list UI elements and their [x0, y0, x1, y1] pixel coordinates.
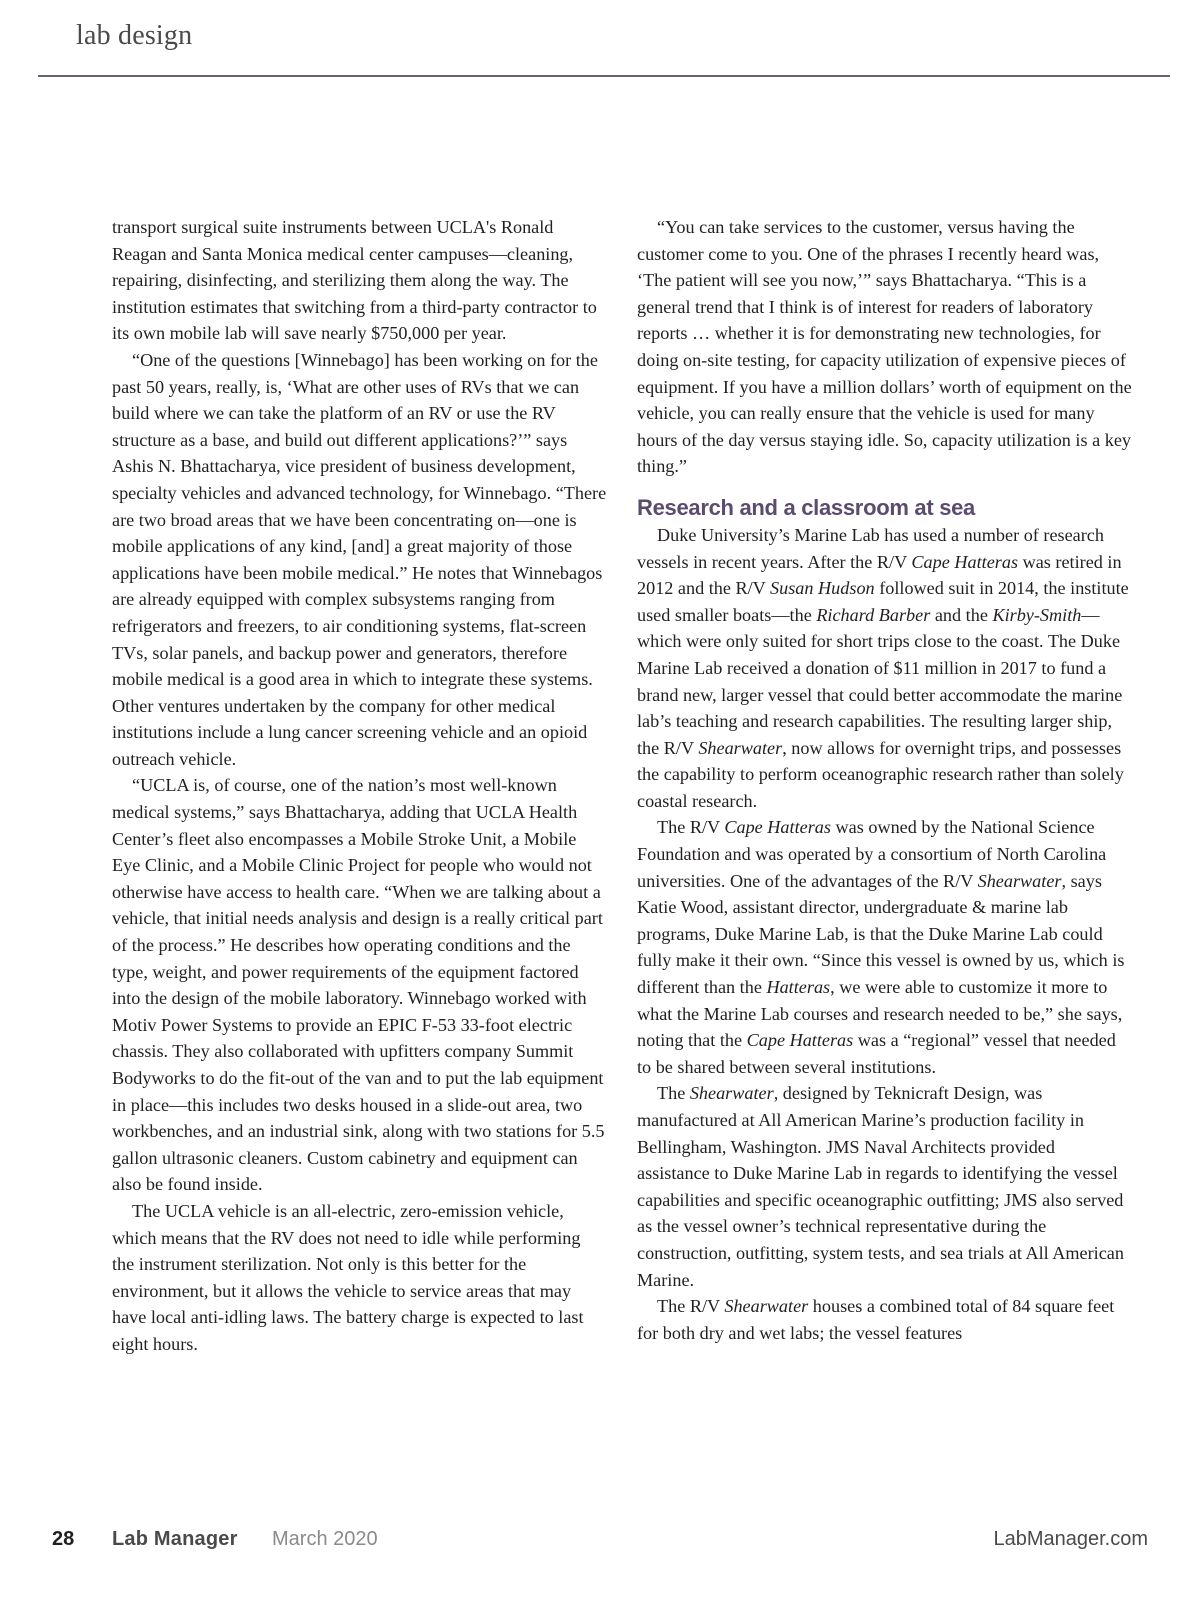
- vessel-name: Richard Barber: [816, 604, 931, 625]
- paragraph: The R/V Cape Hatteras was owned by the National Science Foundation and was operated by a consortium of North Carolina universities. One of the advantages of the R/V Shearwater, says Katie Wood, assistant director, undergraduate & marine lab programs, Duke Marine Lab, is that the Duke Marine Lab could fully make it their own. “Since this vessel is owned by us, which is different than the Hatteras, we were able to customize it more to what the Marine Lab courses and research needed to be,” she says, noting that the Cape Hatteras was a “regional” vessel that needed to be shared between several institutions.: [637, 817, 1125, 1077]
- page-number: 28: [52, 1528, 75, 1550]
- vessel-name: Cape Hatteras: [746, 1030, 854, 1051]
- paragraph: The R/V Shearwater houses a combined total of 84 square feet for both dry and wet labs; the vessel features: [637, 1296, 1115, 1343]
- vessel-name: Shearwater: [977, 870, 1062, 891]
- paragraph: “One of the questions [Winnebago] has been working on for the past 50 years, really, is, ‘What are other uses of RVs that we can build where we can take the platform of an RV or use the RV structure as a base, and build out different applications?’” says Ashis N. Bhattacharya, vice president of business development, specialty vehicles and advanced technology, for Winnebago. “There are two broad areas that we have been concentrating on—one is mobile applications of any kind, [and] a great majority of those applications have been mobile medical.” He notes that Winnebagos are already equipped with complex subsystems ranging from refrigerators and freezers, to air conditioning systems, flat-screen TVs, solar panels, and backup power and generators, therefore mobile medical is a good area in which to integrate these systems. Other ventures undertaken by the company for other medical institutions include a lung cancer screening vehicle and an opioid outreach vehicle.: [112, 349, 607, 769]
- issue-date: March 2020: [272, 1528, 378, 1550]
- section-subhead: Research and a classroom at sea: [637, 494, 975, 520]
- page-footer: [52, 1528, 1148, 1558]
- vessel-name: Kirby-Smith: [992, 604, 1082, 625]
- vessel-name: Cape Hatteras: [724, 817, 831, 838]
- paragraph: Duke University’s Marine Lab has used a number of research vessels in recent years. After the R/V Cape Hatteras was retired in 2012 and the R/V Susan Hudson followed suit in 2014, the institute used smaller boats—the Richard Barber and the Kirby-Smith—which were only suited for short trips close to the coast. The Duke Marine Lab received a donation of $11 million in 2017 to fund a brand new, larger vessel that could better accommodate the marine lab’s teaching and research capabilities. The resulting larger ship, the R/V Shearwater, now allows for overnight trips, and possesses the capability to perform oceanographic research rather than solely coastal research.: [637, 524, 1129, 811]
- website-url: LabManager.com: [993, 1528, 1148, 1550]
- vessel-name: Shearwater: [689, 1083, 774, 1104]
- vessel-name: Susan Hudson: [770, 578, 875, 599]
- vessel-name: Shearwater: [724, 1296, 809, 1317]
- paragraph: transport surgical suite instruments between UCLA's Ronald Reagan and Santa Monica medical center campuses—cleaning, repairing, disinfecting, and sterilizing them along the way. The institution estimates that switching from a third-party contractor to its own mobile lab will save nearly $750,000 per year.: [112, 217, 597, 344]
- paragraph: The UCLA vehicle is an all-electric, zero-emission vehicle, which means that the RV does not need to idle while performing the instrument sterilization. Not only is this better for the environment, but it allows the vehicle to service areas that may have local anti-idling laws. The battery charge is expected to last eight hours.: [112, 1200, 584, 1354]
- magazine-name: Lab Manager: [112, 1528, 238, 1550]
- header-divider: [38, 75, 1170, 77]
- article-column-right: [637, 214, 1132, 1346]
- paragraph: The Shearwater, designed by Teknicraft Design, was manufactured at All American Marine’s production facility in Bellingham, Washington. JMS Naval Architects provided assistance to Duke Marine Lab in regards to identifying the vessel capabilities and specific oceanographic outfitting; JMS also served as the vessel owner’s technical representative during the construction, outfitting, system tests, and sea trials at All American Marine.: [637, 1083, 1124, 1290]
- vessel-name: Cape Hatteras: [911, 551, 1019, 572]
- paragraph: “You can take services to the customer, versus having the customer come to you. One of the phrases I recently heard was, ‘The patient will see you now,’” says Bhattacharya. “This is a general trend that I think is of interest for readers of laboratory reports … whether it is for demonstrating new technologies, for doing on-site testing, for capacity utilization of expensive pieces of equipment. If you have a million dollars’ worth of equipment on the vehicle, you can really ensure that the vehicle is used for many hours of the day versus staying idle. So, capacity utilization is a key thing.”: [637, 217, 1132, 477]
- article-column-left: [112, 214, 607, 1358]
- vessel-name: Hatteras: [766, 977, 831, 998]
- section-label: lab design: [76, 20, 193, 51]
- vessel-name: Shearwater: [698, 737, 783, 758]
- paragraph: “UCLA is, of course, one of the nation’s most well-known medical systems,” says Bhattacharya, adding that UCLA Health Center’s fleet also encompasses a Mobile Stroke Unit, a Mobile Eye Clinic, and a Mobile Clinic Project for people who would not otherwise have access to health care. “When we are talking about a vehicle, that initial needs analysis and design is a really critical part of the process.” He describes how operating conditions and the type, weight, and power requirements of the equipment factored into the design of the mobile laboratory. Winnebago worked with Motiv Power Systems to provide an EPIC F-53 33-foot electric chassis. They also collaborated with upfitters company Summit Bodyworks to do the fit-out of the van and to put the lab equipment in place—this includes two desks housed in a slide-out area, two workbenches, and an industrial sink, along with two stations for 5.5 gallon ultrasonic cleaners. Custom cabinetry and equipment can also be found inside.: [112, 775, 605, 1195]
